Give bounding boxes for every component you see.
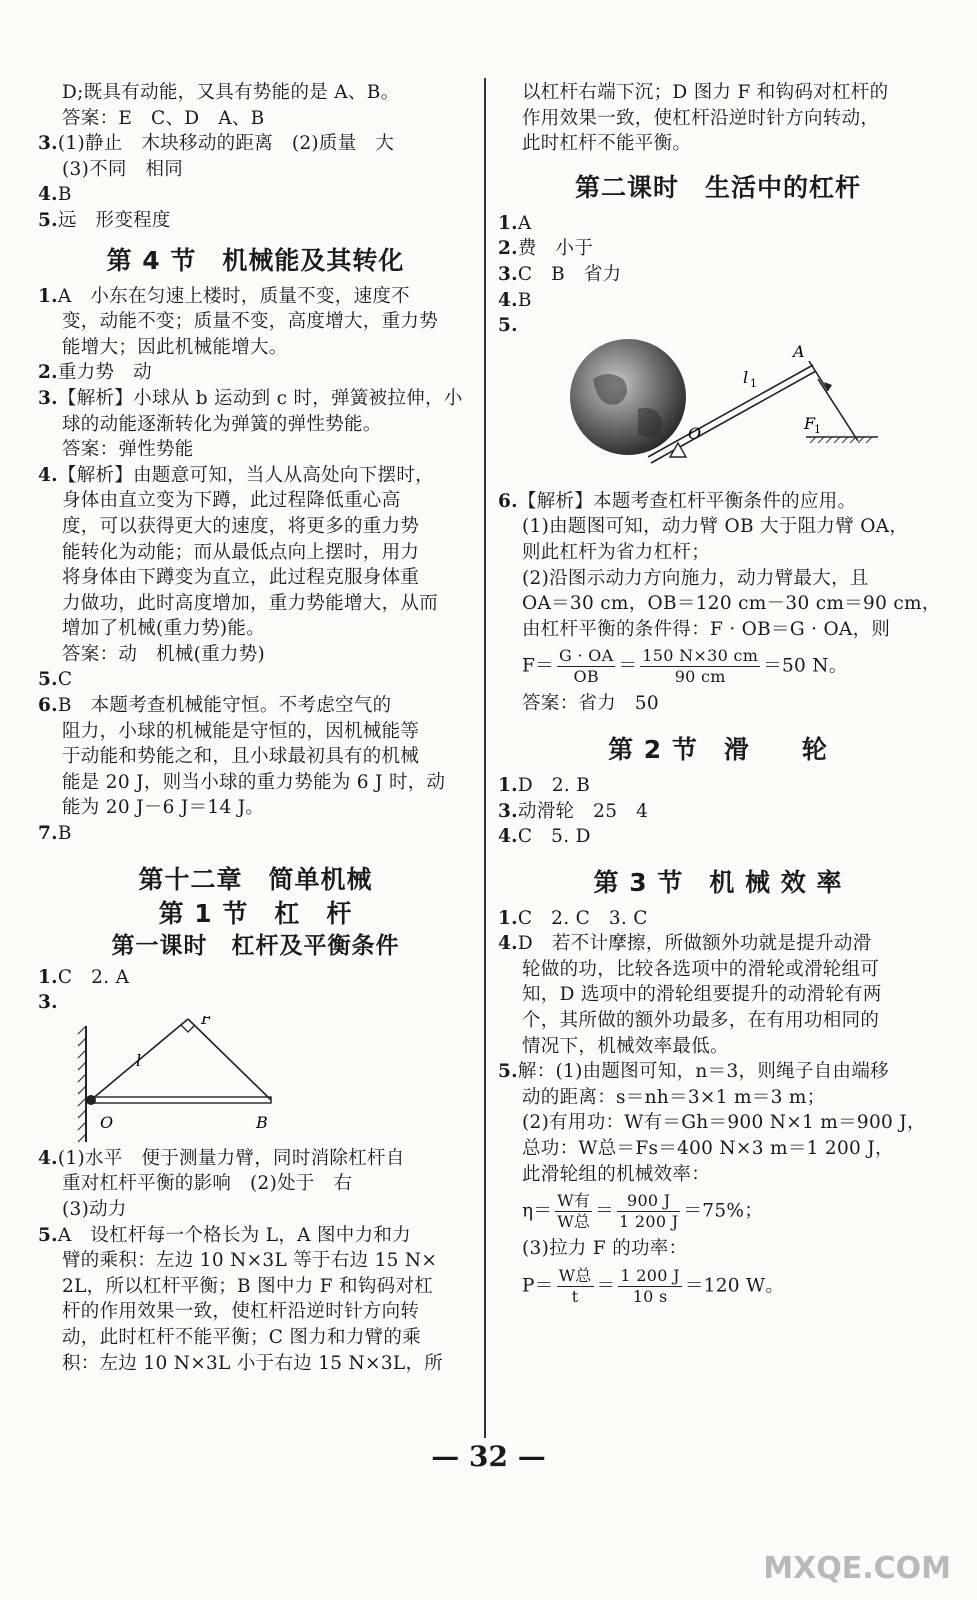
line-text: 【解析】小球从 b 运动到 c 时，弹簧被拉伸，小 (57, 387, 463, 409)
question-number: 5. (38, 209, 58, 231)
line-text: (2)沿图示动力方向施力，动力臂最大，且 (522, 567, 869, 589)
line-text: B 本题考查机械能守恒。不考虑空气的 (57, 695, 392, 717)
label-l1-sub: 1 (750, 376, 757, 390)
line-text: 由杠杆平衡的条件得：F · OB＝G · OA，则 (522, 618, 891, 640)
line-text: OA＝30 cm，OB＝120 cm－30 cm＝90 cm， (522, 593, 941, 615)
line-text: 动，此时杠杆不能平衡；C 图力和力臂的乘 (62, 1326, 422, 1348)
question-number: 4. (498, 933, 518, 955)
line-text: 解：(1)由题图可知，n＝3，则绳子自由端移 (517, 1061, 889, 1083)
text-line (498, 1008, 938, 1034)
text-line (38, 80, 473, 106)
line-text: 能转化为动能；而从最低点向上摆时，用力 (62, 541, 420, 563)
line-text: 总功：W总＝Fs＝400 N×3 m＝1 200 J， (522, 1138, 894, 1160)
question-number: 1. (498, 774, 518, 796)
text-line (38, 182, 473, 208)
line-text: D 2. B (517, 774, 591, 796)
text-line (38, 1325, 473, 1351)
line-text: (1)水平 便于测量力臂，同时消除杠杆自 (57, 1147, 405, 1169)
text-line (498, 982, 938, 1008)
text-line (38, 284, 473, 310)
line-text: (3)不同 相同 (62, 158, 184, 180)
text-line (38, 719, 473, 745)
block-section-4 (38, 284, 473, 847)
left-column (38, 80, 473, 1376)
text-line (38, 965, 473, 991)
text-line (498, 773, 938, 799)
question-number: 1. (38, 966, 58, 988)
line-text: C (57, 669, 73, 691)
block-pre-right (498, 80, 938, 157)
line-text: 力做功，此时高度增加，重力势能增大，从而 (62, 592, 439, 614)
formula-power: P＝ $\frac{\text{W总}}{t}$ ＝ $\frac{1 200 J}{10 s}$ ＝120 W。 (522, 1265, 785, 1306)
text-line (38, 693, 473, 719)
line-text: 球的动能逐渐转化为弹簧的弹性势能。 (62, 413, 382, 435)
line-text: 答案：动 机械(重力势) (62, 643, 266, 665)
column-divider (484, 78, 486, 1438)
chapter-12-title: 第十二章 简单机械 (138, 864, 373, 894)
block-lesson-2a (498, 211, 938, 339)
right-column (498, 80, 941, 1311)
block-section-2 (498, 773, 938, 850)
text-line (498, 1136, 938, 1162)
line-text: 杆的作用效果一致，使杠杆沿逆时针方向转 (62, 1301, 420, 1323)
line-text: 个，其所做的额外功最多，在有用功相同的 (522, 1010, 880, 1032)
line-text: 情况下，机械效率最低。 (522, 1035, 729, 1057)
line-text: A 小东在匀速上楼时，质量不变，速度不 (57, 285, 410, 307)
question-number: 1. (498, 212, 518, 234)
text-line (498, 906, 938, 932)
label-l1: l (743, 367, 749, 387)
text-line (498, 799, 938, 825)
line-text: C 5. D (517, 826, 591, 848)
text-line (38, 1274, 473, 1300)
formula-efficiency: η＝ $\frac{\text{W有}}{\text{W总}}$ ＝ $\frac{900 J}{1 200 J}$ ＝75%； (522, 1191, 764, 1232)
text-line (498, 591, 941, 617)
text-line (38, 795, 473, 821)
text-line (498, 489, 938, 515)
question-number: 1. (38, 285, 58, 307)
line-text: 此时杠杆不能平衡。 (522, 133, 692, 155)
line-text: 臂的乘积：左边 10 N×3L 等于右边 15 N× (62, 1250, 438, 1272)
text-line (38, 1171, 473, 1197)
line-text: (3)动力 (62, 1199, 127, 1220)
text-line (498, 514, 938, 540)
text-line (498, 1059, 938, 1085)
line-text: 度，可以获得更大的速度，将更多的重力势 (62, 515, 420, 537)
text-line (498, 1034, 938, 1060)
block-pre-left (38, 80, 473, 234)
earth-image (570, 339, 686, 455)
line-text: 增加了机械(重力势)能。 (62, 618, 266, 640)
line-text: 费 小于 (517, 238, 594, 260)
text-line (498, 1085, 938, 1111)
text-line (38, 488, 473, 514)
text-line (38, 990, 473, 1016)
label-F: F (201, 1015, 213, 1028)
text-line (38, 540, 473, 566)
text-line (498, 1110, 938, 1136)
line-text: 答案：弹性势能 (62, 439, 194, 461)
text-line (498, 131, 938, 157)
block-lesson-1a (38, 965, 473, 1016)
text-line (38, 463, 473, 489)
line-text: A (517, 212, 532, 234)
label-O5: O (688, 423, 702, 443)
question-number: 2. (498, 238, 518, 260)
question-number: 3. (498, 800, 518, 822)
section-1-title: 第 1 节 杠 杆 (158, 898, 353, 928)
text-line (38, 591, 473, 617)
line-text: 【解析】本题考查杠杆平衡条件的应用。 (517, 490, 857, 512)
watermark-logo: MXQE.COM (763, 1551, 951, 1586)
text-line (498, 106, 938, 132)
text-line (38, 1351, 473, 1377)
line-text: 知，D 选项中的滑轮组要提升的动滑轮有两 (522, 984, 882, 1006)
label-B: B (256, 1112, 268, 1132)
text-line (38, 157, 473, 183)
question-number: 4. (498, 826, 518, 848)
power-label: (3)拉力 F 的功率： (522, 1238, 688, 1260)
label-O: O (100, 1112, 114, 1132)
line-text: 重力势 动 (57, 362, 152, 384)
line-text: 动的距离：s＝nh＝3×1 m＝3 m； (522, 1086, 826, 1108)
line-text: B (57, 823, 72, 845)
block-lesson-1b (38, 1146, 473, 1376)
line-text: 阻力，小球的机械能是守恒的，因机械能等 (62, 720, 420, 742)
text-line (38, 616, 473, 642)
question-number: 5. (38, 1224, 58, 1246)
text-line (38, 1223, 473, 1249)
line-text: 重对杠杆平衡的影响 (2)处于 右 (62, 1173, 353, 1195)
text-line (38, 106, 473, 132)
text-line (38, 1197, 473, 1223)
text-line (498, 540, 938, 566)
text-line (498, 80, 938, 106)
line-text: 2L，所以杠杆平衡；B 图中力 F 和钩码对杠 (62, 1275, 434, 1297)
line-text: 轮做的功，比较各选项中的滑轮或滑轮组可 (522, 958, 880, 980)
text-line (498, 824, 938, 850)
label-l: l (136, 1050, 142, 1070)
line-text: D;既具有动能，又具有势能的是 A、B。 (62, 82, 400, 103)
line-text: 【解析】由题意可知，当人从高处向下摆时， (57, 464, 434, 486)
text-line (498, 313, 938, 339)
line-text: 答案：E C、D A、B (62, 107, 265, 129)
line-text: 动滑轮 25 4 (517, 800, 649, 822)
line-text: 能是 20 J，则当小球的重力势能为 6 J 时，动 (62, 771, 446, 793)
question-number: 1. (498, 907, 518, 929)
text-line (38, 1248, 473, 1274)
question-number: 3. (38, 133, 58, 155)
text-line (38, 309, 473, 335)
lever-figure-q5 (498, 339, 938, 489)
line-text: C 2. A (57, 966, 130, 988)
question-number: 4. (38, 464, 58, 486)
text-line (38, 1146, 473, 1172)
question-number: 3. (498, 263, 518, 285)
text-line (38, 642, 473, 668)
question-number: 4. (498, 289, 518, 311)
text-line (38, 514, 473, 540)
text-line (498, 566, 938, 592)
question-number: 3. (38, 992, 58, 1014)
line-text: 此滑轮组的机械效率： (522, 1163, 711, 1185)
line-text: B (517, 289, 532, 311)
lesson-1-title: 第一课时 杠杆及平衡条件 (111, 932, 400, 959)
question-number: 4. (38, 184, 58, 206)
line-text: (1)静止 木块移动的距离 (2)质量 大 (57, 133, 395, 155)
question-number: 5. (498, 1061, 518, 1083)
line-text: B (57, 184, 72, 206)
line-text: (2)有用功：W有＝Gh＝900 N×1 m＝900 J， (522, 1112, 926, 1134)
formula-q6: F＝ $\frac{G \cdot OA}{OB}$ ＝ $\frac{150 N\times 30 cm}{90 cm}$ ＝50 N。 (522, 646, 848, 687)
text-line (498, 262, 938, 288)
label-F1-sub: 1 (814, 422, 821, 436)
line-text: 将身体由下蹲变为直立，此过程克服身体重 (62, 567, 420, 589)
line-text: A 设杠杆每一个格长为 L，A 图中力和力 (57, 1224, 411, 1246)
line-text: 作用效果一致，使杠杆沿逆时针方向转动， (522, 107, 880, 129)
text-line (38, 565, 473, 591)
question-number: 6. (498, 490, 518, 512)
text-line (498, 931, 938, 957)
question-number: 5. (498, 315, 518, 337)
lever-figure-q3 (38, 1016, 473, 1146)
lesson-2-title: 第二课时 生活中的杠杆 (574, 172, 861, 202)
text-line (498, 211, 938, 237)
line-text: (1)由题图可知，动力臂 OB 大于阻力臂 OA， (522, 516, 909, 538)
text-line (498, 236, 938, 262)
text-line (38, 437, 473, 463)
line-text: D 若不计摩擦，所做额外功就是提升动滑 (517, 933, 872, 955)
text-line (38, 131, 473, 157)
text-line (38, 1299, 473, 1325)
question-number: 7. (38, 823, 58, 845)
text-line (38, 386, 473, 412)
question-number: 6. (38, 695, 58, 717)
block-section-3 (498, 906, 938, 1188)
line-text: 变，动能不变；质量不变，高度增大，重力势 (62, 311, 439, 333)
line-text: C B 省力 (517, 263, 622, 285)
section-3-title: 第 3 节 机 械 效 率 (593, 867, 843, 897)
text-line (38, 667, 473, 693)
text-line (38, 744, 473, 770)
line-text: 远 形变程度 (57, 209, 171, 231)
question-number: 5. (38, 669, 58, 691)
line-text: 能增大；因此机械能增大。 (62, 336, 288, 358)
line-text: 积：左边 10 N×3L 小于右边 15 N×3L，所 (62, 1352, 444, 1374)
text-line (38, 821, 473, 847)
line-text: 于动能和势能之和，且小球最初具有的机械 (62, 746, 420, 768)
label-A: A (793, 341, 805, 361)
question-number: 3. (38, 387, 58, 409)
answer-q6: 答案：省力 50 (522, 693, 659, 715)
text-line (498, 1162, 938, 1188)
text-line (38, 770, 473, 796)
section-4-title: 第 4 节 机械能及其转化 (106, 245, 405, 275)
text-line (38, 208, 473, 234)
question-number: 4. (38, 1147, 58, 1169)
label-F1: F (804, 413, 816, 433)
text-line (498, 617, 938, 643)
page-number: — 32 — (431, 1440, 546, 1473)
question-number: 2. (38, 362, 58, 384)
line-text: 则此杠杆为省力杠杆； (522, 541, 711, 563)
line-text: 以杠杆右端下沉；D 图力 F 和钩码对杠杆的 (522, 82, 889, 103)
line-text: 能为 20 J－6 J＝14 J。 (62, 797, 265, 819)
text-line (498, 957, 938, 983)
text-line (498, 288, 938, 314)
line-text: 身体由直立变为下蹲，此过程降低重心高 (62, 490, 401, 512)
text-line (38, 412, 473, 438)
line-text: C 2. C 3. C (517, 907, 648, 929)
section-2-title: 第 2 节 滑 轮 (608, 734, 828, 764)
block-lesson-2b (498, 489, 941, 643)
text-line (38, 360, 473, 386)
text-line (38, 335, 473, 361)
